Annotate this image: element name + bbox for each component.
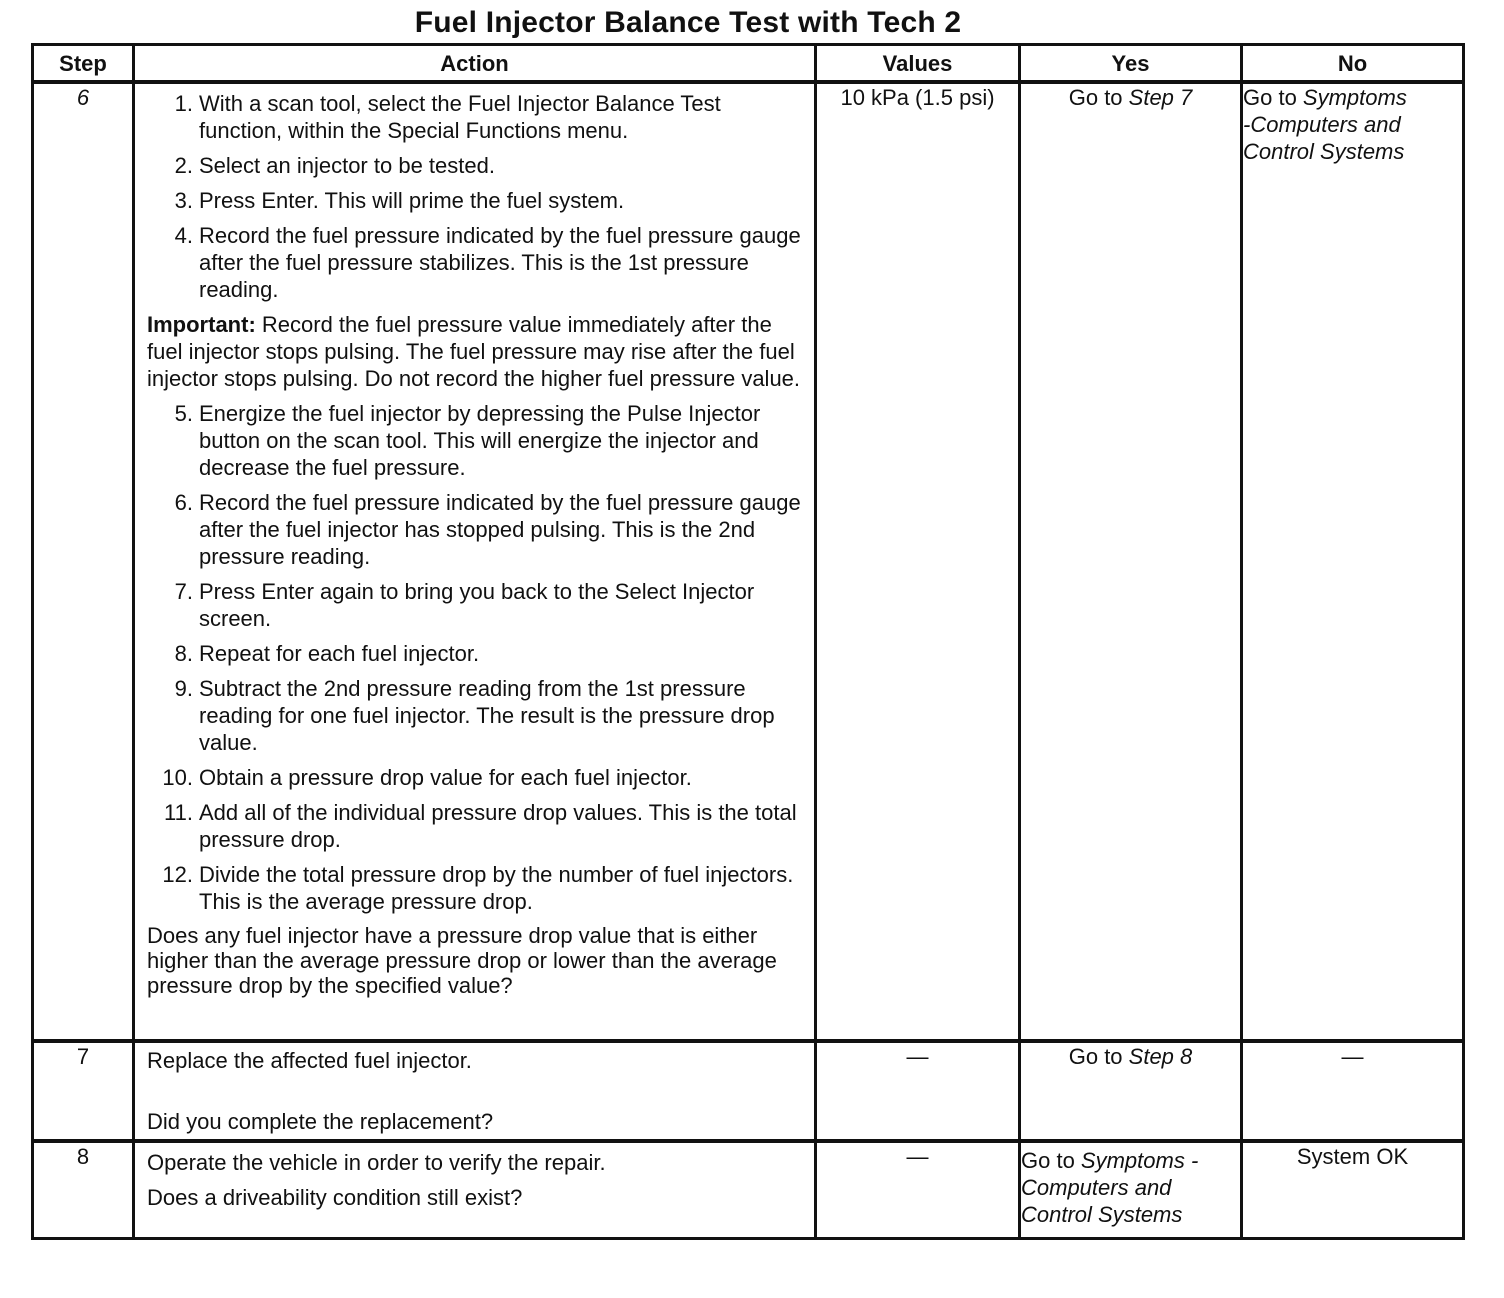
yes-cell xyxy=(1020,1041,1242,1141)
list-item: 1. With a scan tool, select the Fuel Injector Balance Test function, within the Special Functions menu. xyxy=(174,91,721,143)
table-row-step-7 xyxy=(33,1041,1464,1141)
important-text: Record the fuel pressure value immediately after the fuel injector stops pulsing. The fuel pressure may rise after the fuel injector stops pulsing. Do not record the higher fuel pressure value. xyxy=(147,312,801,391)
no-link-line-3[interactable]: Control Systems xyxy=(1243,139,1405,164)
yes-prefix: Go to xyxy=(1068,85,1129,110)
header-values: Values xyxy=(816,45,1020,83)
action-text: Replace the affected fuel injector. xyxy=(147,1048,472,1073)
step-number: 8 xyxy=(33,1141,134,1239)
no-cell: — xyxy=(1242,1041,1464,1141)
list-item: 9. Subtract the 2nd pressure reading from the 1st pressure reading for one fuel injector. The result is the pressure drop value. xyxy=(174,676,775,755)
important-label: Important: xyxy=(147,312,256,337)
step-number: 7 xyxy=(33,1041,134,1141)
list-item: 6. Record the fuel pressure indicated by the fuel pressure gauge after the fuel injector has stopped pulsing. This is the 2nd pressure reading. xyxy=(174,490,801,569)
question-text: Does a driveability condition still exist? xyxy=(147,1185,523,1210)
header-yes: Yes xyxy=(1020,45,1242,83)
list-item: 2. Select an injector to be tested. xyxy=(174,153,495,178)
yes-cell xyxy=(1020,82,1242,1041)
yes-cell xyxy=(1020,1141,1242,1239)
question-text: Did you complete the replacement? xyxy=(147,1109,494,1134)
action-cell xyxy=(134,1041,816,1141)
step-number: 6 xyxy=(33,82,134,1041)
question-text: Does any fuel injector have a pressure drop value that is either higher than the average pressure drop or lower than the average pressure drop by the specified value? xyxy=(147,923,777,998)
yes-link[interactable]: Go to Symptoms - xyxy=(1021,1148,1199,1173)
list-item: 12. Divide the total pressure drop by the number of fuel injectors. This is the average pressure drop. xyxy=(162,862,794,914)
yes-link-line-3[interactable]: Control Systems xyxy=(1021,1202,1183,1227)
action-steps-list-b xyxy=(147,400,804,915)
value-cell: 10 kPa (1.5 psi) xyxy=(816,82,1020,1041)
action-text: Operate the vehicle in order to verify the repair. xyxy=(147,1150,606,1175)
action-cell xyxy=(134,1141,816,1239)
list-item: 11. Add all of the individual pressure drop values. This is the total pressure drop. xyxy=(164,800,797,852)
yes-link-line-2[interactable]: Computers and xyxy=(1021,1175,1172,1200)
header-no: No xyxy=(1242,45,1464,83)
no-link[interactable]: Go to Symptoms xyxy=(1243,85,1407,110)
value-cell: — xyxy=(816,1041,1020,1141)
action-cell xyxy=(134,82,816,1041)
list-item: 4. Record the fuel pressure indicated by the fuel pressure gauge after the fuel pressure stabilizes. This is the 1st pressure reading. xyxy=(174,223,801,302)
procedure-table xyxy=(31,43,1465,1240)
list-item: 8. Repeat for each fuel injector. xyxy=(174,641,480,666)
list-item: 10. Obtain a pressure drop value for each fuel injector. xyxy=(162,765,692,790)
yes-step-link[interactable]: Step 8 xyxy=(1128,1044,1193,1069)
yes-prefix: Go to xyxy=(1068,1044,1129,1069)
table-row-step-6 xyxy=(33,82,1464,1041)
table-row-step-8 xyxy=(33,1141,1464,1239)
no-cell: System OK xyxy=(1242,1141,1464,1239)
page-title: Fuel Injector Balance Test with Tech 2 xyxy=(414,6,962,39)
action-steps-list-a xyxy=(147,90,804,303)
header-action: Action xyxy=(134,45,816,83)
value-cell: — xyxy=(816,1141,1020,1239)
important-note xyxy=(147,311,804,392)
header-step: Step xyxy=(33,45,134,83)
list-item: 5. Energize the fuel injector by depressing the Pulse Injector button on the scan tool. This will energize the injector and decrease the fuel pressure. xyxy=(174,401,761,480)
yes-step-link[interactable]: Step 7 xyxy=(1128,85,1193,110)
list-item: 3. Press Enter. This will prime the fuel system. xyxy=(174,188,625,213)
no-cell xyxy=(1242,82,1464,1041)
header-row xyxy=(33,45,1464,83)
no-link-line-2[interactable]: -Computers and xyxy=(1243,112,1401,137)
list-item: 7. Press Enter again to bring you back to the Select Injector screen. xyxy=(174,579,755,631)
